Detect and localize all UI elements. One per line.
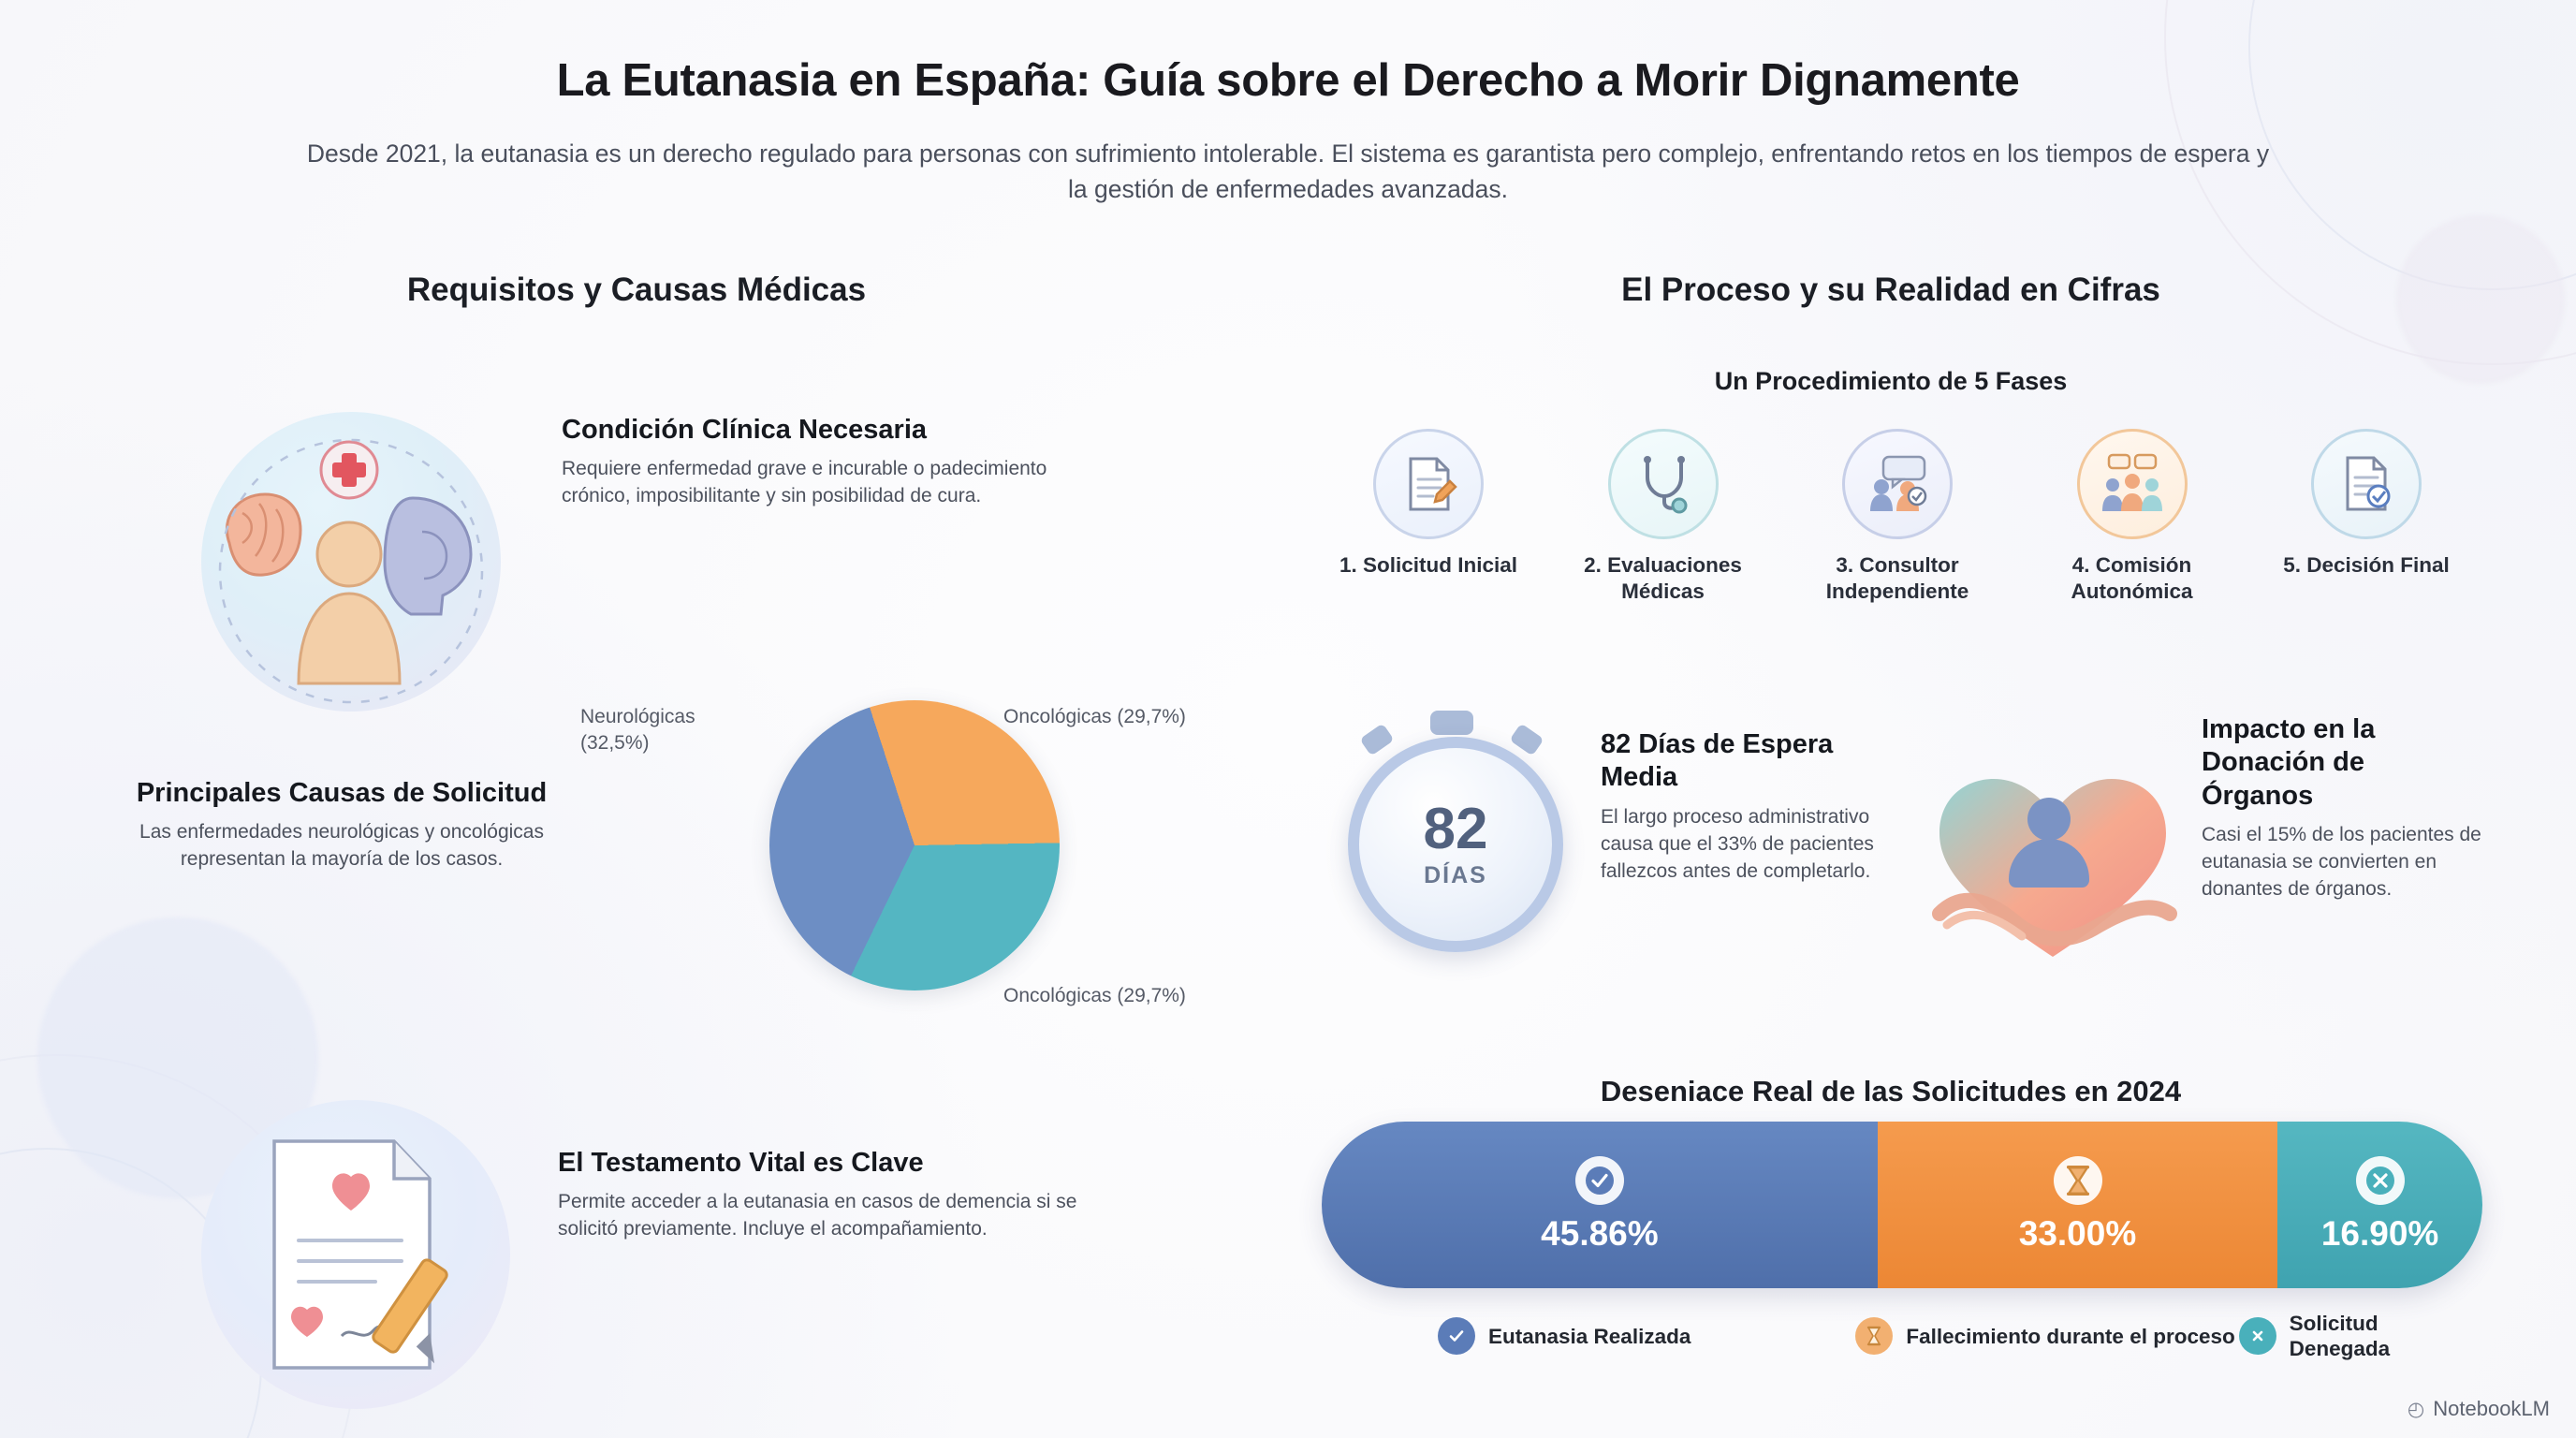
- stopwatch-icon: [1327, 688, 1599, 960]
- legend-label-fallecimiento: Fallecimiento durante el proceso: [1906, 1324, 2235, 1348]
- waiting-days-block: [1601, 728, 1900, 886]
- clinical-condition-title: Condición Clínica Necesaria: [562, 415, 928, 445]
- legend-item-denegada: [2239, 1311, 2482, 1362]
- organ-donation-block: [2202, 713, 2482, 903]
- phase-label-5: 5. Decisión Final: [2283, 553, 2450, 577]
- page-title: La Eutanasia en España: Guía sobre el Derecho a Morir Dignamente: [556, 55, 2020, 106]
- waiting-days-title: 82 Días de Espera Media: [1601, 729, 1834, 793]
- stopwatch-button: [1430, 711, 1473, 735]
- pie-slices: [769, 700, 1060, 990]
- phases-row: [1322, 429, 2473, 606]
- organ-donation-title: Impacto en la Donación de Órganos: [2202, 714, 2376, 811]
- phase-item-1: [1322, 429, 1535, 606]
- stethoscope-icon: [1608, 429, 1719, 539]
- waiting-days-body: El largo proceso administrativo causa que el 33% de pacientes fallezcos antes de completarlo.: [1601, 805, 1874, 882]
- living-will-block: [558, 1147, 1091, 1243]
- living-will-title: El Testamento Vital es Clave: [558, 1148, 924, 1178]
- page-subtitle: Desde 2021, la eutanasia es un derecho regulado para personas con sufrimiento intolerable. El sistema es garantista pero complejo, enfrentando retos en los tiempos de espera y la gestión de enfermedades avanzadas.: [306, 139, 2270, 203]
- causes-pie-chart: [721, 693, 1123, 1002]
- main-causes-body: Las enfermedades neurológicas y oncológicas representan la mayoría de los casos.: [139, 821, 544, 871]
- clinical-condition-body: Requiere enfermedad grave e incurable o padecimiento crónico, imposibilitante y sin posibilidad de cura.: [562, 458, 1047, 507]
- phase-label-2: 2. Evaluaciones Médicas: [1584, 553, 1742, 604]
- legend-label-denegada: Solicitud Denegada: [2289, 1312, 2391, 1361]
- legend-label-eutanasia: Eutanasia Realizada: [1488, 1324, 1691, 1348]
- main-causes-title: Principales Causas de Solicitud: [136, 778, 548, 808]
- phase-item-2: [1557, 429, 1770, 606]
- chat-person-icon: [1842, 429, 1953, 539]
- bar-value-fallecimiento: 33.00%: [2018, 1214, 2137, 1253]
- legend-item-fallecimiento: [1855, 1311, 2238, 1362]
- stopwatch-ear-right: [1509, 723, 1544, 756]
- pie-label-oncologicas-1: Oncológicas (29,7%): [1003, 706, 1186, 727]
- stopwatch-days-unit: DÍAS: [1424, 861, 1487, 888]
- notebooklm-glyph-icon: ◴: [2407, 1398, 2425, 1420]
- notebooklm-label: NotebookLM: [2433, 1397, 2550, 1420]
- bar-value-denegada: 16.90%: [2320, 1214, 2439, 1253]
- phase-label-3: 3. Consultor Independiente: [1825, 553, 1969, 604]
- phase-item-4: [2026, 429, 2239, 606]
- bar-segment-eutanasia: [1322, 1122, 1878, 1288]
- heart-hands-person-icon: [1926, 749, 2198, 983]
- stopwatch-days-value: 82: [1423, 796, 1488, 861]
- living-will-body: Permite acceder a la eutanasia en casos de demencia si se solicitó previamente. Incluye el acompañamiento.: [558, 1191, 1077, 1240]
- phase-item-3: [1791, 429, 2004, 606]
- bar-segment-fallecimiento: [1878, 1122, 2277, 1288]
- x-circle-icon: [2239, 1317, 2276, 1355]
- group-people-icon: [2077, 429, 2188, 539]
- bar-value-eutanasia: 45.86%: [1541, 1214, 1659, 1253]
- x-circle-icon: [2356, 1156, 2405, 1205]
- pie-label-oncologicas-2: Oncológicas (29,7%): [1003, 985, 1186, 1006]
- legend-item-eutanasia: [1322, 1311, 1855, 1362]
- check-circle-icon: [1575, 1156, 1624, 1205]
- main-causes-block: [122, 777, 562, 873]
- phase-item-5: [2260, 429, 2473, 606]
- clinical-condition-block: [562, 414, 1067, 510]
- organ-donation-body: Casi el 15% de los pacientes de eutanasia se convierten en donantes de órganos.: [2202, 824, 2481, 901]
- right-column-heading: El Proceso y su Realidad en Cifras: [1621, 271, 2160, 308]
- document-pencil-icon: [1373, 429, 1484, 539]
- brain-head-medical-icon: [201, 412, 501, 712]
- hourglass-icon: [2054, 1156, 2102, 1205]
- bar-segment-denegada: [2277, 1122, 2482, 1288]
- document-check-icon: [2311, 429, 2422, 539]
- hourglass-icon: [1855, 1317, 1893, 1355]
- stopwatch-ear-left: [1359, 723, 1394, 756]
- phases-heading: Un Procedimiento de 5 Fases: [1714, 367, 2068, 395]
- pie-label-neurologicas: Neurológicas (32,5%): [580, 706, 695, 754]
- outcomes-stacked-bar: [1322, 1122, 2482, 1288]
- stopwatch-face: [1348, 737, 1563, 952]
- phase-label-4: 4. Comisión Autonómica: [2071, 553, 2193, 604]
- phase-label-1: 1. Solicitud Inicial: [1339, 553, 1518, 577]
- outcomes-heading: Deseniace Real de las Solicitudes en 2024: [1600, 1075, 2182, 1108]
- document-heart-pen-icon: [201, 1100, 510, 1409]
- outcomes-legend: [1322, 1311, 2482, 1362]
- notebooklm-watermark: [2408, 1397, 2550, 1421]
- left-column-heading: Requisitos y Causas Médicas: [406, 271, 867, 308]
- check-circle-icon: [1438, 1317, 1475, 1355]
